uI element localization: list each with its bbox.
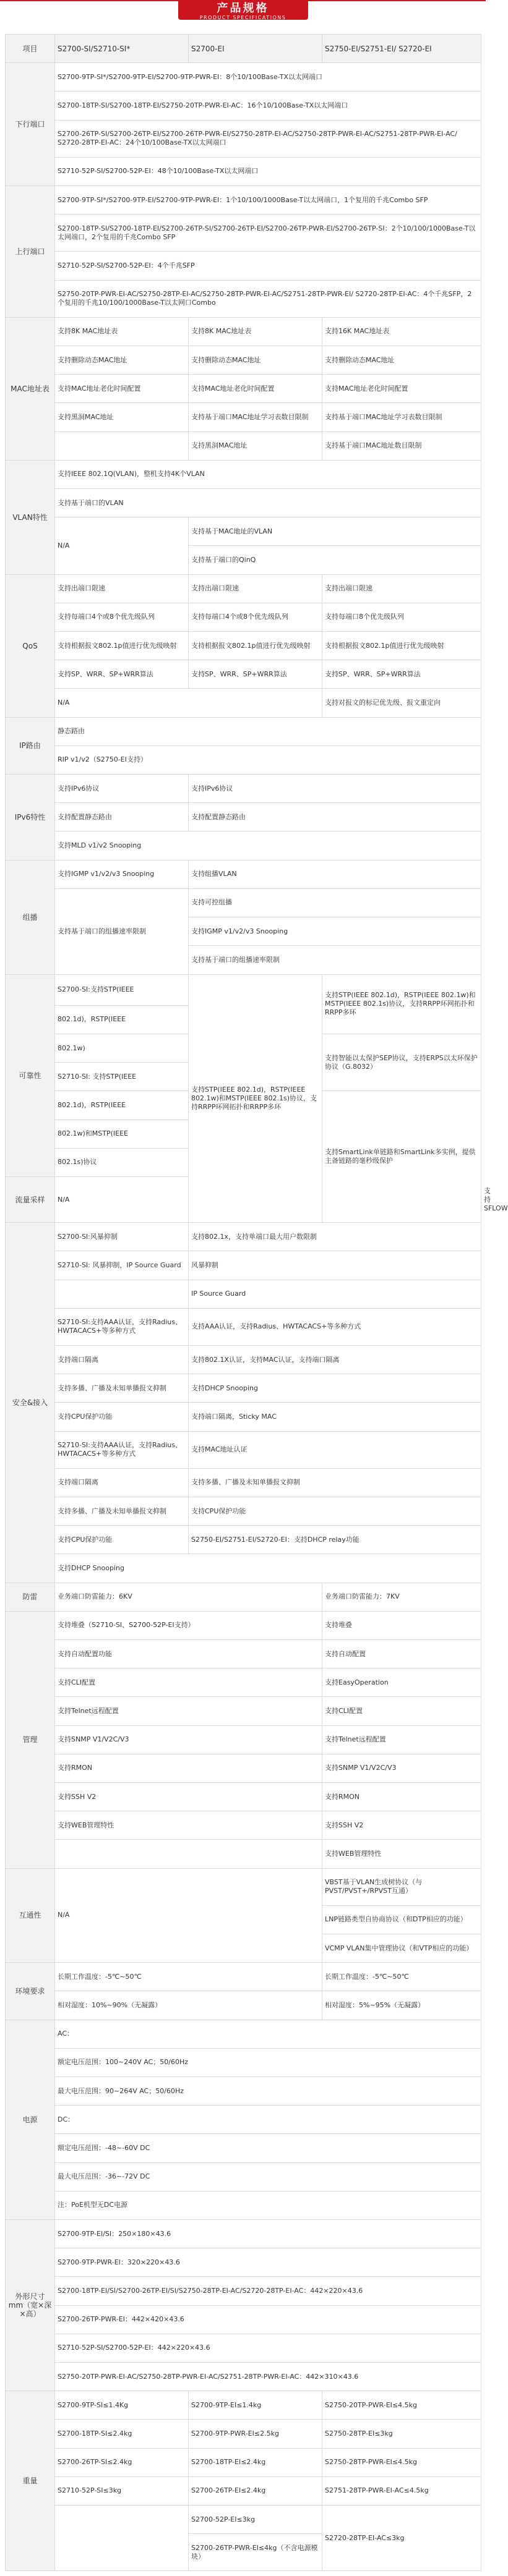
table-row xyxy=(6,280,481,317)
table-row xyxy=(6,1308,481,1345)
table-cell: 支持DHCP Snooping xyxy=(55,1554,481,1583)
table-cell: RIP v1/v2（S2750-EI支持） xyxy=(55,746,481,774)
table-row xyxy=(6,2305,481,2334)
table-row xyxy=(6,2506,481,2534)
table-cell: 业务端口防雷能力：6KV xyxy=(55,1583,322,1611)
table-cell: 支持MAC地址老化时间配置 xyxy=(322,375,481,403)
table-cell: 支持删除动态MAC地址 xyxy=(55,346,189,375)
table-cell: 支持配置静态路由 xyxy=(189,803,481,831)
table-row xyxy=(6,517,481,546)
table-cell xyxy=(55,431,189,460)
spec-table-body xyxy=(6,35,508,2571)
table-row xyxy=(6,860,481,888)
table-cell: 支持组播VLAN xyxy=(189,860,481,888)
table-cell: S2710-52P-SI≤3kg xyxy=(55,2476,189,2505)
table-cell: 注：PoE机型无DC电源 xyxy=(55,2191,481,2219)
table-row xyxy=(6,2391,481,2420)
table-cell: LNP链路类型自协商协议（和DTP相应的功能） xyxy=(322,1905,481,1934)
table-row xyxy=(6,2020,481,2048)
table-cell: 支持删除动态MAC地址 xyxy=(322,346,481,375)
table-cell: 相对湿度：10%~90%（无凝露） xyxy=(55,1991,322,2020)
table-cell: 支持自动配置 xyxy=(322,1639,481,1668)
table-cell: S2700-26TP-SI≤2.4kg xyxy=(55,2448,189,2476)
table-row xyxy=(6,1223,481,1251)
table-cell: S2700-9TP-SI*/S2700-9TP-EI/S2700-9TP-PWR-EI：8个10/100Base-TX以太网端口 xyxy=(55,63,481,91)
table-row xyxy=(6,1374,481,1403)
table-cell: 支持IGMP v1/v2/v3 Snooping xyxy=(55,860,189,888)
table-cell: S2700-52P-EI≤3kg xyxy=(189,2506,322,2534)
table-row xyxy=(6,2077,481,2106)
table-row xyxy=(6,489,481,517)
column-header-si: S2700-SI/S2710-SI* xyxy=(55,35,189,63)
table-row xyxy=(6,2106,481,2134)
table-row xyxy=(6,1697,481,1725)
table-cell: 支持基于MAC地址的VLAN xyxy=(189,517,481,546)
table-cell: 支持基于端口MAC地址数目限制 xyxy=(322,431,481,460)
table-cell: S2710-52P-SI/S2700-52P-EI：4个千兆SFP xyxy=(55,252,481,280)
table-cell: S2700-18TP-SI≤2.4kg xyxy=(55,2420,189,2448)
table-row xyxy=(6,1403,481,1431)
table-cell: DC： xyxy=(55,2106,481,2134)
table-cell: 支持基于端口MAC地址学习表数目限制 xyxy=(322,403,481,431)
table-row xyxy=(6,803,481,831)
table-cell: 支持CPU保护功能 xyxy=(55,1403,189,1431)
row-label: 上行端口 xyxy=(6,186,55,318)
table-row xyxy=(6,317,481,346)
table-row xyxy=(6,2191,481,2219)
table-cell: 802.1w)和MSTP(IEEE xyxy=(55,1120,189,1148)
table-cell: 业务端口防雷能力：7KV xyxy=(322,1583,481,1611)
table-row xyxy=(6,660,481,689)
row-label: 流量采样 xyxy=(6,1176,55,1222)
column-header-s2750: S2750-EI/S2751-EI/ S2720-EI xyxy=(322,35,481,63)
table-cell: 支持Telnet远程配置 xyxy=(322,1725,481,1754)
table-cell: S2710-SI: 支持STP(IEEE xyxy=(55,1063,189,1091)
table-row xyxy=(6,2334,481,2362)
table-cell: S2750-20TP-PWR-EI≤4.5kg xyxy=(322,2391,481,2420)
table-row xyxy=(6,2134,481,2162)
table-cell: 支持STP(IEEE 802.1d)，RSTP(IEEE 802.1w)和MSTP(IEEE 802.1s)协议，支持RRPP环网拓扑和RRPP多环 xyxy=(189,974,322,1223)
column-header-ei: S2700-EI xyxy=(189,35,322,63)
table-cell: N/A xyxy=(55,1176,322,1222)
spec-table xyxy=(5,34,508,2571)
table-cell: S2710-52P-SI/S2700-52P-EI：48个10/100Base-TX以太网端口 xyxy=(55,157,481,185)
table-cell: 长期工作温度：-5℃~50℃ xyxy=(55,1963,322,1991)
table-row xyxy=(6,1963,481,1991)
table-row xyxy=(6,215,481,252)
table-row xyxy=(6,2048,481,2077)
row-label: 防雷 xyxy=(6,1583,55,1611)
table-cell: 支持WEB管理特性 xyxy=(55,1811,322,1840)
table-cell: 支持每端口4个或8个优先级队列 xyxy=(189,603,322,631)
table-cell: 支持CPU保护功能 xyxy=(189,1497,481,1525)
table-cell: S2700-18TP-SI/S2700-18TP-EI/S2750-20TP-PWR-EI-AC：16个10/100Base-TX以太网端口 xyxy=(55,91,481,120)
table-cell: S2710-SI: 风暴抑制，IP Source Guard xyxy=(55,1251,189,1280)
page-title: 产品规格 xyxy=(217,2,269,15)
table-cell: 支持SSH V2 xyxy=(322,1811,481,1840)
table-cell: VCMP VLAN集中管理协议（和VTP相应的功能） xyxy=(322,1934,481,1963)
row-label: IP路由 xyxy=(6,717,55,774)
table-cell: 支持MAC地址认证 xyxy=(189,1431,481,1468)
table-cell: 支持IPv6协议 xyxy=(55,775,189,803)
table-row xyxy=(6,252,481,280)
table-row xyxy=(6,375,481,403)
table-cell: 支持基于端口的QinQ xyxy=(189,546,481,574)
table-cell: S2700-26TP-PWR-EI：442×420×43.6 xyxy=(55,2305,481,2334)
table-cell: S2710-SI:支持AAA认证，支持Radius、HWTACACS+等多种方式 xyxy=(55,1431,189,1468)
table-cell: 支持根据报文802.1p值进行优先级映射 xyxy=(189,632,322,660)
table-row xyxy=(6,1840,481,1868)
table-cell: S2700-26TP-EI≤2.4kg xyxy=(189,2476,322,2505)
row-label: VLAN特性 xyxy=(6,460,55,574)
table-cell: N/A xyxy=(55,517,189,574)
table-cell: 支持删除动态MAC地址 xyxy=(189,346,322,375)
table-row xyxy=(6,186,481,215)
table-cell: IP Source Guard xyxy=(189,1280,481,1308)
table-cell: 支持MLD v1/v2 Snooping xyxy=(55,831,481,860)
table-cell: 支持多播、广播及未知单播报文抑制 xyxy=(189,1468,481,1497)
table-row xyxy=(6,2277,481,2305)
table-cell: S2700-9TP-SI≤1.4Kg xyxy=(55,2391,189,2420)
table-row xyxy=(6,1611,481,1639)
row-label: 安全&接入 xyxy=(6,1223,55,1583)
table-cell: 支持CLI配置 xyxy=(55,1668,322,1697)
table-cell: 支持根据报文802.1p值进行优先级映射 xyxy=(322,632,481,660)
table-cell: 支持出端口限速 xyxy=(55,574,189,603)
table-row xyxy=(6,1868,481,1905)
table-cell: 802.1s)协议 xyxy=(55,1148,189,1176)
table-cell: S2710-SI:支持AAA认证，支持Radius、HWTACACS+等多种方式 xyxy=(55,1308,189,1345)
table-cell: 支持多播、广播及未知单播报文抑制 xyxy=(55,1497,189,1525)
table-cell: 支持出端口限速 xyxy=(322,574,481,603)
table-cell: 支持STP(IEEE 802.1d)，RSTP(IEEE 802.1w)和MSTP(IEEE 802.1s)协议，支持RRPP环网拓扑和RRPP多环 xyxy=(322,974,481,1034)
table-cell: 支持CLI配置 xyxy=(322,1697,481,1725)
row-label: 外形尺寸mm（宽×深×高） xyxy=(6,2220,55,2391)
table-cell: 支持RMON xyxy=(322,1782,481,1811)
table-cell: 支持16K MAC地址表 xyxy=(322,317,481,346)
page-header xyxy=(0,0,486,34)
row-label: 管理 xyxy=(6,1611,55,1868)
table-row xyxy=(6,2220,481,2248)
table-row xyxy=(6,717,481,746)
table-cell: 支持SP、WRR、SP+WRR算法 xyxy=(189,660,322,689)
table-cell: 支持SmartLink单链路和SmartLink多实例，提供主备链路的毫秒级保护 xyxy=(322,1091,481,1223)
table-row xyxy=(6,1782,481,1811)
table-cell: 支持堆叠 xyxy=(322,1611,481,1639)
table-cell: 支持MAC地址老化时间配置 xyxy=(55,375,189,403)
table-row xyxy=(6,1526,481,1554)
table-cell: S2750-20TP-PWR-EI-AC/S2750-28TP-PWR-EI-AC/S2751-28TP-PWR-EI-AC：442×310×43.6 xyxy=(55,2363,481,2391)
table-row xyxy=(6,2248,481,2277)
table-cell: 支持RMON xyxy=(55,1754,322,1782)
table-cell: S2751-28TP-PWR-EI-AC≤4.5kg xyxy=(322,2476,481,2505)
table-cell xyxy=(55,2506,189,2571)
table-cell: 支持黑洞MAC地址 xyxy=(189,431,322,460)
table-row xyxy=(6,1251,481,1280)
table-cell: 支持多播、广播及未知单播报文抑制 xyxy=(55,1374,189,1403)
table-row xyxy=(6,1725,481,1754)
table-cell: S2710-52P-SI/S2700-52P-EI：442×220×43.6 xyxy=(55,2334,481,2362)
table-cell: 支持堆叠（S2710-SI、S2700-52P-EI支持） xyxy=(55,1611,322,1639)
table-cell: S2750-28TP-EI≤3kg xyxy=(322,2420,481,2448)
table-cell: 支持802.1X认证，支持MAC认证，支持端口隔离 xyxy=(189,1345,481,1374)
table-cell: 支持CPU保护功能 xyxy=(55,1526,189,1554)
table-cell: 支持SNMP V1/V2C/V3 xyxy=(322,1754,481,1782)
table-cell: S2700-18TP-EI/SI/S2700-26TP-EI/SI/S2750-28TP-EI-AC/S2720-28TP-EI-AC：442×220×43.6 xyxy=(55,2277,481,2305)
row-label: 组播 xyxy=(6,860,55,974)
table-cell: 风暴抑制 xyxy=(189,1251,481,1280)
table-cell: S2700-9TP-EI/SI：250×180×43.6 xyxy=(55,2220,481,2248)
table-cell: 支持配置静态路由 xyxy=(55,803,189,831)
table-row xyxy=(6,2448,481,2476)
table-row xyxy=(6,403,481,431)
table-cell: 支持根据报文802.1p值进行优先级映射 xyxy=(55,632,189,660)
table-cell: S2700-26TP-PWR-EI≤4kg（不含电源模块） xyxy=(189,2534,322,2571)
table-cell: 802.1w) xyxy=(55,1034,189,1062)
table-cell: 支持802.1x，支持单端口最大用户数限制 xyxy=(189,1223,481,1251)
table-row xyxy=(6,2476,481,2505)
table-cell: 支持每端口8个优先级队列 xyxy=(322,603,481,631)
table-row xyxy=(6,888,481,917)
table-cell: 支持出端口限速 xyxy=(189,574,322,603)
table-row xyxy=(6,2363,481,2391)
table-cell xyxy=(55,1280,189,1308)
table-row xyxy=(6,2420,481,2448)
table-cell: S2700-9TP-PWR-EI：320×220×43.6 xyxy=(55,2248,481,2277)
table-cell: N/A xyxy=(55,1868,322,1963)
table-row xyxy=(6,2162,481,2191)
table-cell: S2700-18TP-SI/S2700-18TP-EI/S2700-26TP-SI/S2700-26TP-EI/S2700-26TP-PWR-EI/S2700-26TP-SI：2个10/100/1000Base-T以太网端口，2个复用的千兆Combo SFP xyxy=(55,215,481,252)
table-cell: S2750-EI/S2751-EI/S2720-EI：支持DHCP relay功能 xyxy=(189,1526,481,1554)
table-row xyxy=(6,157,481,185)
table-row xyxy=(6,632,481,660)
row-label: MAC地址表 xyxy=(6,317,55,460)
table-cell: 支持端口隔离，Sticky MAC xyxy=(189,1403,481,1431)
table-cell: S2700-26TP-SI/S2700-26TP-EI/S2700-26TP-PWR-EI/S2750-28TP-EI-AC/S2750-28TP-PWR-EI-AC/S2751-28TP-PWR-EI-AC/ S2720-28TP-EI-AC：24个10/100Base-TX以太网端口 xyxy=(55,120,481,157)
table-row xyxy=(6,1991,481,2020)
table-cell: S2750-20TP-PWR-EI-AC/S2750-28TP-EI-AC/S2750-28TP-PWR-EI-AC/S2751-28TP-PWR-EI/ S2720-28TP-EI-AC：4个千兆SFP，2个复用的千兆10/100/1000Base-T以太网口Combo xyxy=(55,280,481,317)
table-cell: 支持EasyOperation xyxy=(322,1668,481,1697)
table-cell: S2700-9TP-EI≤1.4kg xyxy=(189,2391,322,2420)
table-row xyxy=(6,91,481,120)
table-cell: 最大电压范围：90~264V AC；50/60Hz xyxy=(55,2077,481,2106)
table-row xyxy=(6,1583,481,1611)
table-cell: 额定电压范围：-48~-60V DC xyxy=(55,2134,481,2162)
table-row xyxy=(6,460,481,488)
table-cell: 支持IEEE 802.1Q(VLAN)，整机支持4K个VLAN xyxy=(55,460,481,488)
row-label: 电源 xyxy=(6,2020,55,2219)
row-label: 下行端口 xyxy=(6,63,55,186)
row-label: IPv6特性 xyxy=(6,775,55,861)
table-cell: 支持DHCP Snooping xyxy=(189,1374,481,1403)
table-row xyxy=(6,689,481,717)
table-cell: S2700-SI:风暴抑制 xyxy=(55,1223,189,1251)
table-row xyxy=(6,1468,481,1497)
table-cell: S2700-SI:支持STP(IEEE xyxy=(55,974,189,1005)
row-label: 可靠性 xyxy=(6,974,55,1176)
table-cell: 支持自动配置功能 xyxy=(55,1639,322,1668)
table-cell: S2700-18TP-EI≤2.4kg xyxy=(189,2448,322,2476)
table-row xyxy=(6,1554,481,1583)
table-cell: S2700-9TP-SI*/S2700-9TP-EI/S2700-9TP-PWR-EI：1个10/100/1000Base-T以太网端口，1个复用的千兆Combo SFP xyxy=(55,186,481,215)
table-row xyxy=(6,1811,481,1840)
table-cell: 支持黑洞MAC地址 xyxy=(55,403,189,431)
table-cell: 支持基于端口的组播速率限制 xyxy=(189,946,481,974)
table-row xyxy=(6,1668,481,1697)
table-cell: 相对湿度：5%~95%（无凝露） xyxy=(322,1991,481,2020)
table-cell: 支持IGMP v1/v2/v3 Snooping xyxy=(189,917,481,946)
table-cell: 支持SNMP V1/V2C/V3 xyxy=(55,1725,322,1754)
table-cell: 长期工作温度：-5℃~50℃ xyxy=(322,1963,481,1991)
table-cell: 802.1d)，RSTP(IEEE xyxy=(55,1091,189,1120)
table-cell: 支持基于端口的组播速率限制 xyxy=(55,888,189,974)
table-cell: S2750-28TP-PWR-EI≤4.5kg xyxy=(322,2448,481,2476)
table-cell: VBST基于VLAN生成树协议（与PVST/PVST+/RPVST互通） xyxy=(322,1868,481,1905)
table-cell: N/A xyxy=(55,689,322,717)
table-cell: 支持端口隔离 xyxy=(55,1345,189,1374)
row-label: QoS xyxy=(6,574,55,717)
table-cell: 最大电压范围：-36~-72V DC xyxy=(55,2162,481,2191)
table-row xyxy=(6,603,481,631)
table-row: 流量采样 N/A 支持SFLOW xyxy=(6,1176,481,1222)
table-cell: 支持对报文的标记优先级、报文重定向 xyxy=(322,689,481,717)
table-row xyxy=(6,431,481,460)
table-cell: 支持智能以太保护SEP协议，支持ERPS以太环保护协议（G.8032） xyxy=(322,1034,481,1090)
table-cell: S2700-9TP-PWR-EI≤2.5kg xyxy=(189,2420,322,2448)
table-row xyxy=(6,974,481,1005)
table-cell: 支持8K MAC地址表 xyxy=(189,317,322,346)
table-cell: 额定电压范围：100~240V AC；50/60Hz xyxy=(55,2048,481,2077)
column-header-item: 项目 xyxy=(6,35,55,63)
table-cell: 支持端口隔离 xyxy=(55,1468,189,1497)
table-cell: 支持SP、WRR、SP+WRR算法 xyxy=(55,660,189,689)
table-cell: S2720-28TP-EI-AC≤3kg xyxy=(322,2506,481,2571)
table-row xyxy=(6,120,481,157)
title-tab xyxy=(178,0,308,20)
table-cell: 支持WEB管理特性 xyxy=(322,1840,481,1868)
table-header-row xyxy=(6,35,481,63)
table-cell: 支持基于端口MAC地址学习表数目限制 xyxy=(189,403,322,431)
table-row xyxy=(6,1497,481,1525)
page-subtitle: PRODUCT SPECIFICATIONS xyxy=(199,15,286,20)
table-row xyxy=(6,1345,481,1374)
table-cell: 支持IPv6协议 xyxy=(189,775,481,803)
table-cell: 支持可控组播 xyxy=(189,888,481,917)
table-cell: 支持MAC地址老化时间配置 xyxy=(189,375,322,403)
table-cell: 支持Telnet远程配置 xyxy=(55,1697,322,1725)
row-label: 互通性 xyxy=(6,1868,55,1963)
table-row xyxy=(6,574,481,603)
table-row xyxy=(6,346,481,375)
table-cell: 支持SP、WRR、SP+WRR算法 xyxy=(322,660,481,689)
table-cell: AC： xyxy=(55,2020,481,2048)
table-cell: 支持8K MAC地址表 xyxy=(55,317,189,346)
table-cell: 静态路由 xyxy=(55,717,481,746)
table-cell: 支持SSH V2 xyxy=(55,1782,322,1811)
table-row xyxy=(6,63,481,91)
row-label: 环境要求 xyxy=(6,1963,55,2020)
table-cell xyxy=(55,1840,322,1868)
table-cell: 支持每端口4个或8个优先级队列 xyxy=(55,603,189,631)
table-cell: 支持基于端口的VLAN xyxy=(55,489,481,517)
table-row xyxy=(6,831,481,860)
table-row xyxy=(6,746,481,774)
table-row xyxy=(6,1639,481,1668)
row-label: 重量 xyxy=(6,2391,55,2571)
table-row xyxy=(6,1280,481,1308)
table-row xyxy=(6,1431,481,1468)
table-row xyxy=(6,1754,481,1782)
table-row xyxy=(6,775,481,803)
table-cell: 802.1d)，RSTP(IEEE xyxy=(55,1005,189,1034)
table-cell: 支持AAA认证，支持Radius、HWTACACS+等多种方式 xyxy=(189,1308,481,1345)
